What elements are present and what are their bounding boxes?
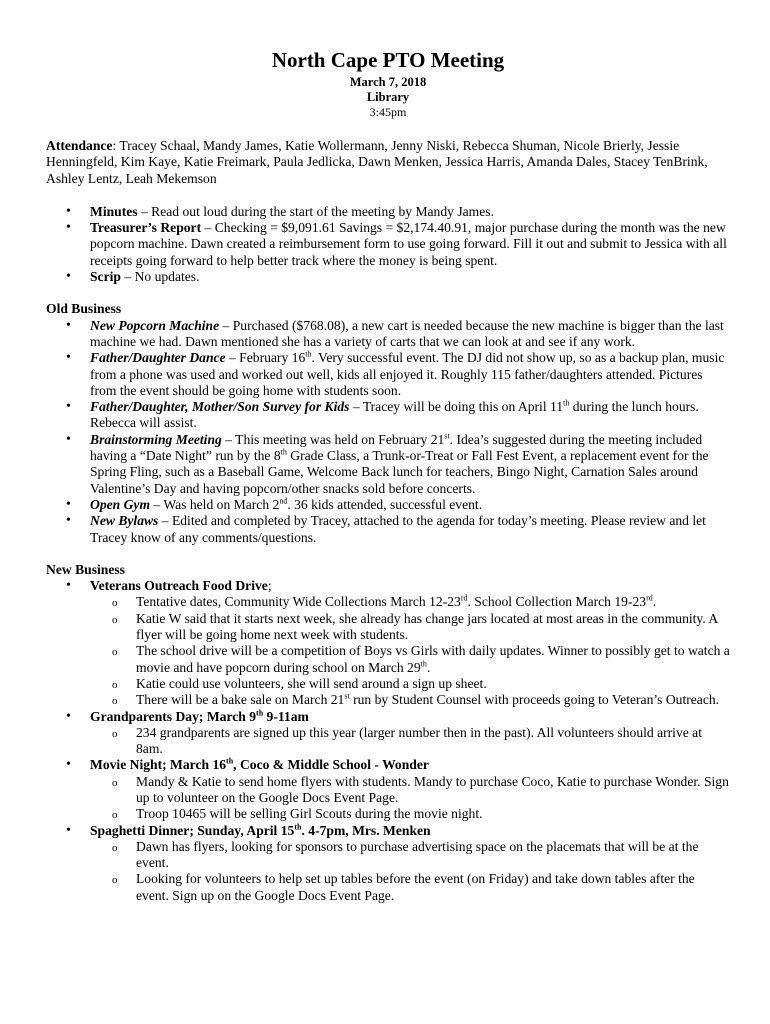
item-label: Father/Daughter, Mother/Son Survey for Kids — [90, 399, 350, 415]
item-label-text: . 4-7pm, Mrs. Menken — [301, 822, 431, 838]
reports-list — [46, 204, 730, 285]
item-label-text: Movie Night; March 16 — [90, 757, 227, 773]
list-item — [46, 220, 730, 269]
ordinal-suffix: th — [420, 659, 427, 669]
list-item — [46, 204, 730, 220]
sub-list-item: o Mandy & Katie to send home flyers with students. Mandy to purchase Coco, Katie to purchase Wonder. Sign up to volunteer on the Google Docs Event Page. — [90, 774, 730, 807]
attendance-paragraph — [46, 138, 730, 187]
item-text: Tentative dates, Community Wide Collections March 12-23 — [136, 594, 461, 610]
item-label: New Bylaws — [90, 513, 159, 529]
item-text: – No updates. — [120, 269, 200, 285]
ordinal-suffix: rd — [460, 593, 468, 603]
list-item — [46, 709, 730, 758]
new-business-list — [46, 578, 730, 904]
item-text: – Tracey will be doing this on April 11 — [349, 399, 564, 415]
sub-list-item: o Looking for volunteers to help set up tables before the event (on Friday) and take down tables after the event. Sign up on the Google Docs Event Page. — [90, 871, 730, 904]
item-label-text: Spaghetti Dinner; Sunday, April 15 — [90, 822, 295, 838]
ordinal-suffix: th — [256, 707, 264, 717]
item-text: – Was held on March 2 — [150, 496, 280, 512]
item-label: Treasurer’s Report — [90, 220, 202, 236]
item-label-text: 9-11am — [263, 708, 309, 724]
list-item — [46, 350, 730, 399]
item-label: Scrip — [90, 269, 121, 285]
item-text: – Checking = $9,091.61 Savings = $2,174.40.91, major purchase during the month was the new popcorn machine. Dawn created a reimbursement form to use going forward. Fill it out and submit to Jessica with all receipts going forward to help better track where the money is being spent. — [90, 220, 727, 268]
item-label: Open Gym — [90, 496, 151, 512]
ordinal-suffix: st — [444, 431, 450, 441]
item-text: ; — [267, 578, 272, 594]
item-text: There will be a bake sale on March 21 — [136, 692, 345, 708]
sub-list-item: o Troop 10465 will be selling Girl Scouts during the movie night. — [90, 806, 730, 822]
list-item — [46, 399, 730, 432]
attendance-label: Attendance — [46, 138, 113, 153]
ordinal-suffix: th — [294, 822, 302, 832]
ordinal-suffix: th — [280, 447, 287, 457]
list-item — [46, 432, 730, 497]
list-item — [46, 823, 730, 904]
item-text: – February 16 — [225, 350, 306, 366]
list-item — [46, 318, 730, 351]
item-text: Katie could use volunteers, she will send around a sign up sheet. — [136, 675, 487, 691]
item-label — [90, 823, 431, 838]
document-title: North Cape PTO Meeting — [271, 48, 505, 72]
sub-list — [90, 839, 730, 904]
sub-list-item — [90, 692, 730, 708]
sub-list-item — [90, 594, 730, 610]
item-text: . Idea’s suggested during the meeting included having a “Date Night” run by the 8 — [90, 431, 703, 464]
old-business-list — [46, 318, 730, 546]
ordinal-suffix: th — [226, 756, 234, 766]
meeting-time: 3:45pm — [369, 105, 407, 119]
list-item — [46, 513, 730, 546]
list-item — [46, 578, 730, 708]
ordinal-suffix: rd — [646, 593, 653, 603]
item-text: . Very successful event. The DJ did not show up, so as a backup plan, music from a phone was used and worked out well, kids all enjoyed it. Roughly 115 father/daughters attended. Pictures from the event should be going home with students soon. — [90, 350, 725, 398]
item-text: – Read out loud during the start of the meeting by Mandy James. — [137, 203, 494, 219]
meeting-date: March 7, 2018 — [349, 75, 427, 89]
item-label: New Popcorn Machine — [90, 317, 220, 333]
item-text: – Edited and completed by Tracey, attached to the agenda for today’s meeting. Please review and let Tracey know of any comments/questions. — [90, 513, 706, 545]
item-text: . — [426, 659, 431, 675]
item-label — [90, 709, 309, 724]
list-item — [46, 497, 730, 513]
item-label: Minutes — [90, 203, 138, 219]
item-text: . 36 kids attended, successful event. — [287, 496, 483, 512]
meeting-location: Library — [366, 90, 410, 104]
sub-list — [90, 594, 730, 708]
sub-list — [90, 774, 730, 823]
sub-list-item: o 234 grandparents are signed up this year (larger number then in the past). All volunteers should arrive at 8am. — [90, 725, 730, 758]
sub-list — [90, 725, 730, 758]
item-text: The school drive will be a competition of Boys vs Girls with daily updates. Winner to possibly get to watch a movie and have popcorn during school on March 29 — [136, 643, 730, 675]
item-text: Grade Class, a Trunk-or-Treat or Fall Fest Event, a replacement event for the Spring Fling, such as a Baseball Game, Welcome Back lunch for teachers, Bingo Night, Carnation Sales around Valentine’s Day and having popcorn/other snacks sold before concerts. — [90, 448, 709, 496]
ordinal-suffix: th — [305, 349, 312, 359]
item-text: . School Collection March 19-23 — [467, 594, 647, 610]
item-text: during the lunch hours. Rebecca will assist. — [90, 399, 699, 431]
item-label — [90, 757, 429, 772]
item-text: – This meeting was held on February 21 — [221, 431, 445, 447]
document-header — [46, 48, 730, 120]
sub-list-item — [90, 643, 730, 676]
attendance-names: : Tracey Schaal, Mandy James, Katie Wollermann, Jenny Niski, Rebecca Shuman, Nicole Brierly, Jessie Henningfeld, Kim Kaye, Katie Freimark, Paula Jedlicka, Dawn Menken, Jessica Harris, Amanda Dales, Stacey TenBrink, Ashley Lentz, Leah Mekemson — [46, 138, 708, 186]
item-text: – Purchased ($768.08), a new cart is needed because the new machine is bigger than the last machine we had. Dawn mentioned she has a variety of carts that we can look at and see if any work. — [90, 317, 724, 349]
old-business-heading: Old Business — [46, 301, 122, 317]
item-label: Brainstorming Meeting — [90, 431, 222, 447]
item-label: Veterans Outreach Food Drive — [90, 578, 268, 594]
item-text: Katie W said that it starts next week, she already has change jars located at most areas in the community. A flyer will be going home next week with students. — [136, 610, 718, 643]
item-text: . — [652, 594, 657, 610]
item-label-text: , Coco & Middle School - Wonder — [233, 757, 429, 773]
item-label-text: Grandparents Day; March 9 — [90, 708, 257, 724]
ordinal-suffix: th — [563, 398, 570, 408]
list-item — [46, 757, 730, 822]
sub-list-item — [90, 676, 730, 692]
sub-list-item: o Dawn has flyers, looking for sponsors to purchase advertising space on the placemats that will be at the event. — [90, 839, 730, 872]
item-label: Father/Daughter Dance — [90, 350, 226, 366]
ordinal-suffix: nd — [279, 496, 288, 506]
ordinal-suffix: st — [344, 691, 350, 701]
item-text: run by Student Counsel with proceeds going to Veteran’s Outreach. — [349, 692, 720, 708]
list-item — [46, 269, 730, 285]
sub-list-item — [90, 611, 730, 644]
new-business-heading: New Business — [46, 561, 125, 577]
